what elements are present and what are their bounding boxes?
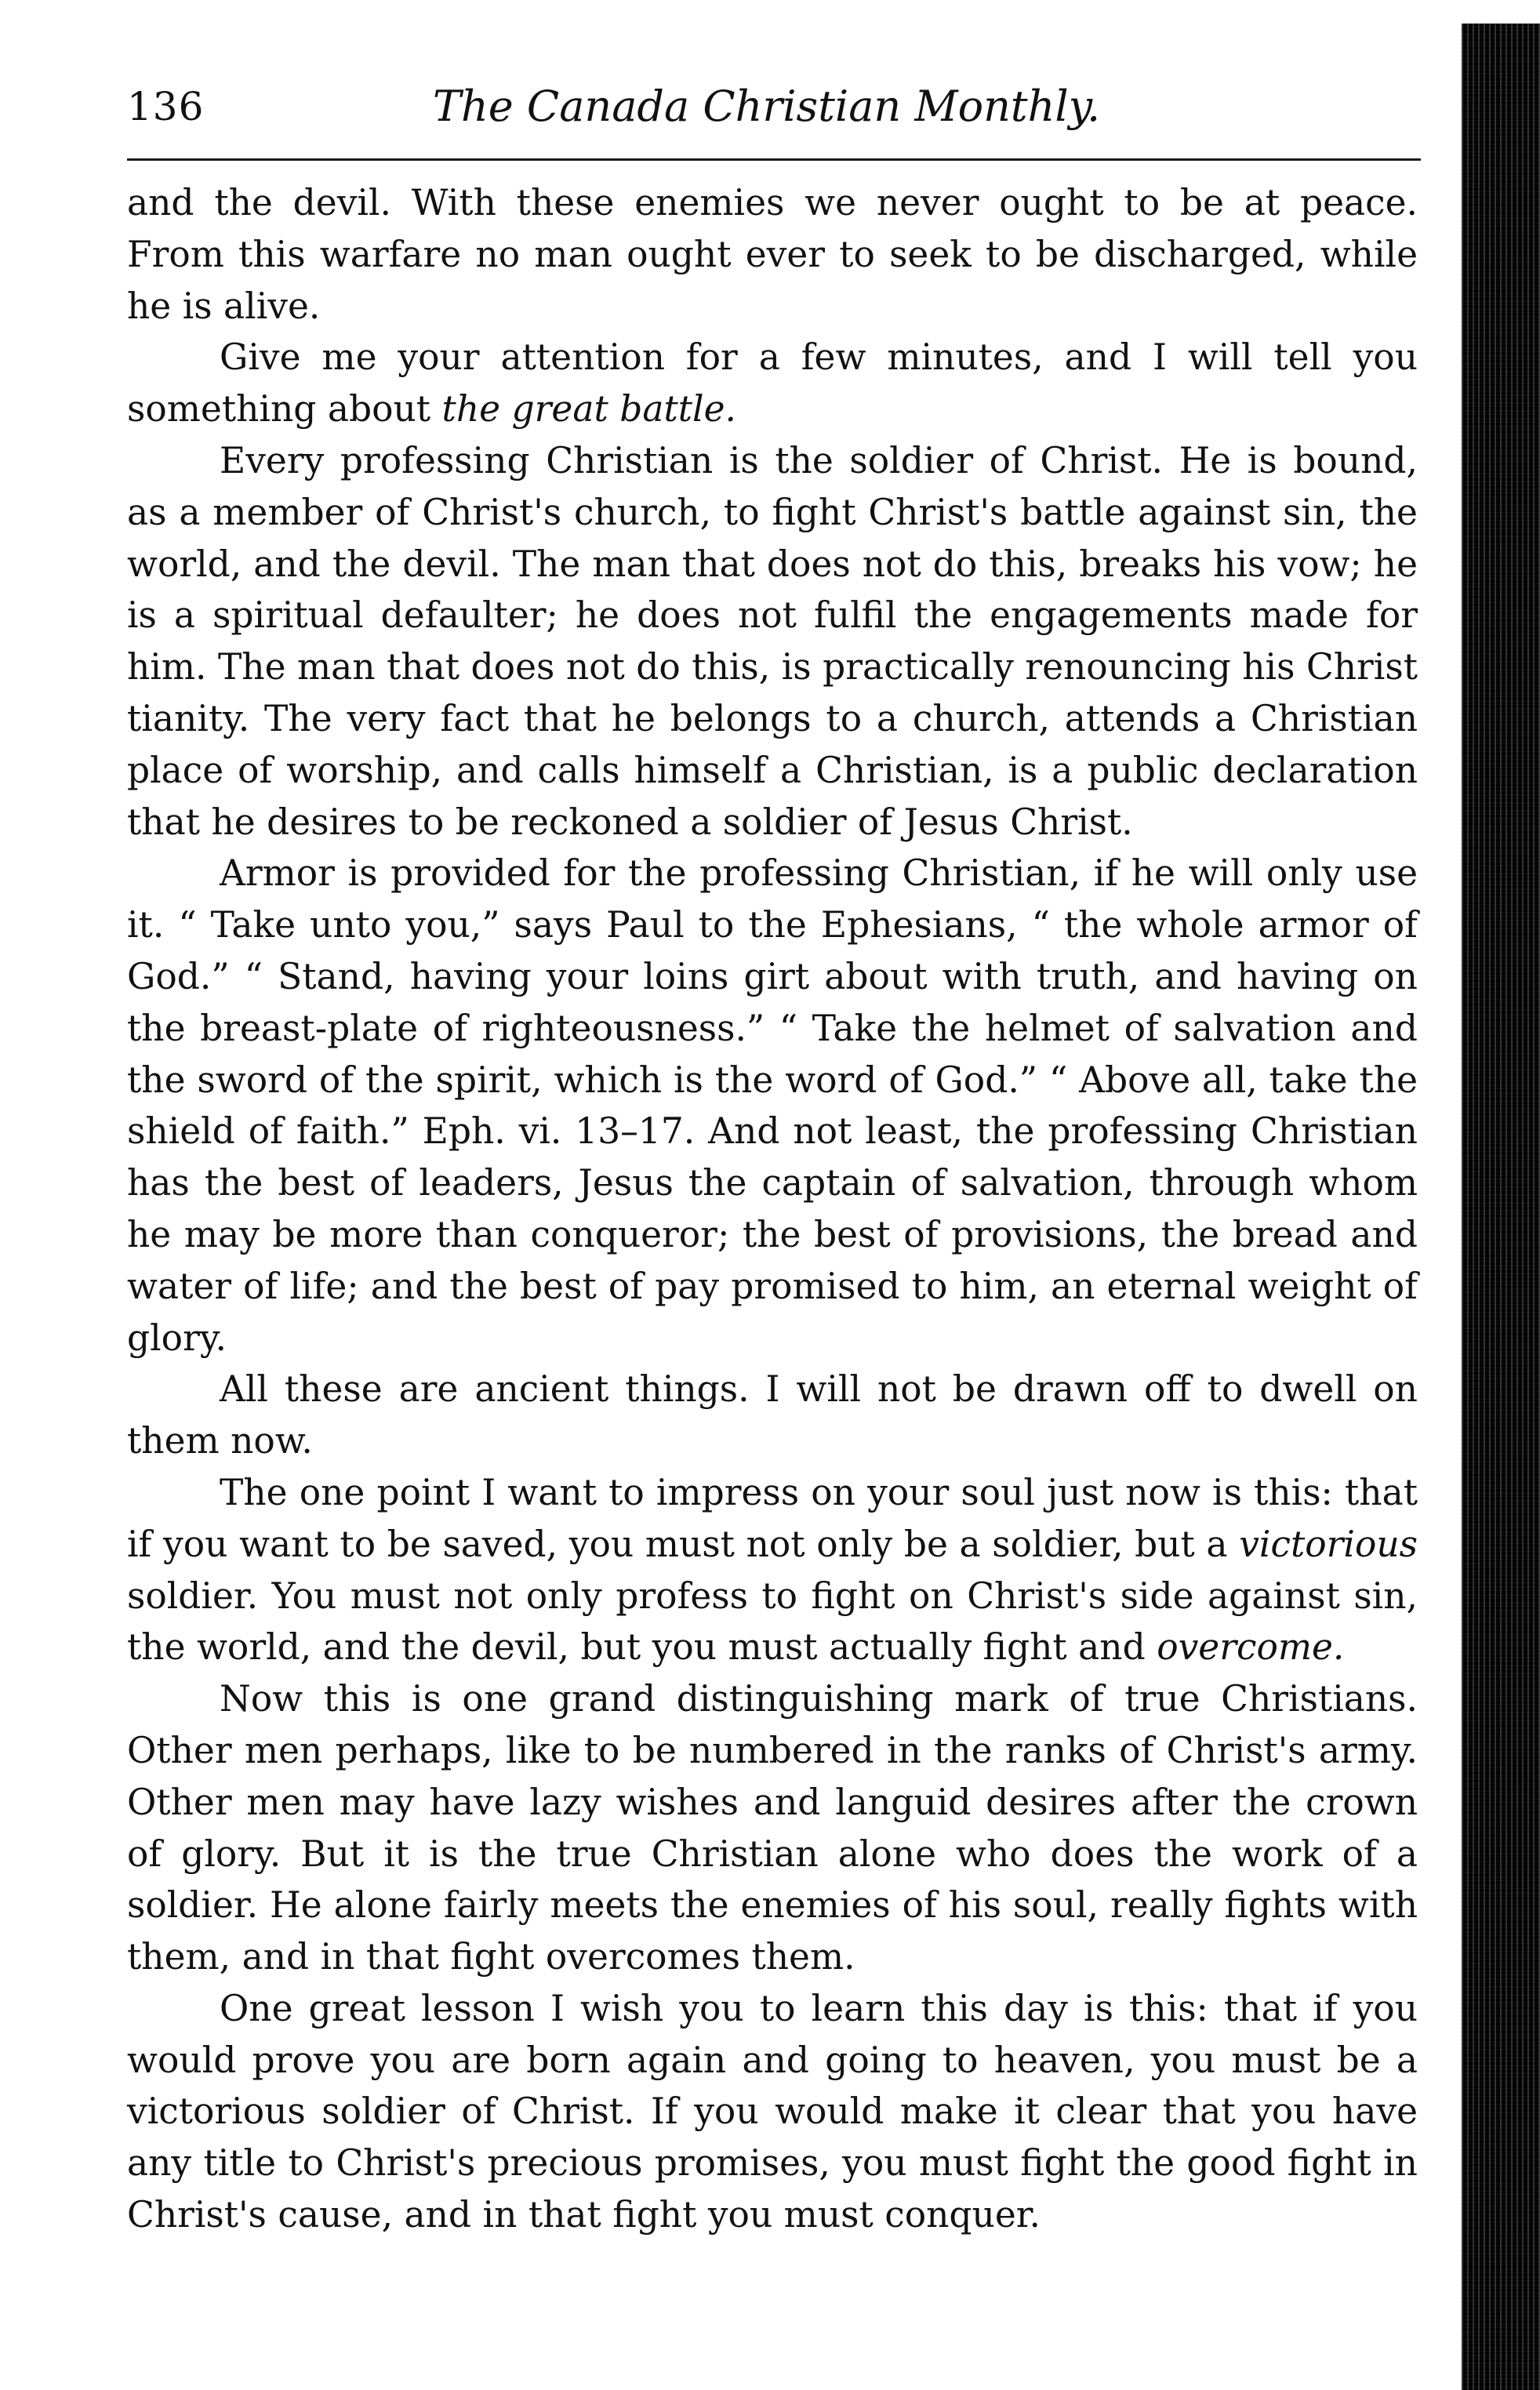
paragraph-5 [127,1364,1418,1467]
italic-word: victorious [1239,1523,1418,1565]
running-head [127,78,1421,149]
paragraph-7 [127,1673,1418,1983]
paragraph-text: and the devil. With these enemies we never ought to be at peace. From this warfare no man ought ever to seek to be discharged, while he is alive. [127,182,1418,327]
italic-phrase: the great battle. [441,388,736,430]
paragraph-text: Armor is provided for the professing Christian, if he will only use it. “ Take unto you,” says Paul to the Ephesians, “ the whole armor of God.” “ Stand, having your loins girt about with truth, and having on the breast-plate of righteousness.” “ Take the helmet of salvation and the sword of the spirit, which is the word of God.” “ Above all, take the shield of faith.” Eph. vi. 13–17. And not least, the professing Christian has the best of leaders, Jesus the captain of salvation, through whom he may be more than conqueror; the best of provisions, the bread and water of life; and the best of pay promised to him, an eternal weight of glory. [127,852,1418,1359]
paragraph-text: soldier. You must not only profess to fight on Christ's side against sin, the world, and the devil, but you must actually fight and [127,1575,1418,1669]
paragraph-text: Give me your attention for a few minutes, and I will tell you something about [127,336,1418,430]
paragraph-text: One great lesson I wish you to learn this day is this: that if you would prove you are born again and going to heaven, you must be a victorious soldier of Christ. If you would make it clear that you have any title to Christ's precious promises, you must fight the good fight in Christ's cause, and in that fight you must conquer. [127,1987,1418,2236]
paragraph-text: Now this is one grand distinguishing mark of true Christians. Other men perhaps, like to be numbered in the ranks of Christ's army. Other men may have lazy wishes and languid desires after the crown of glory. But it is the true Christian alone who does the work of a soldier. He alone fairly meets the enemies of his soul, really fights with them, and in that fight overcomes them. [127,1678,1418,1978]
article-body [127,177,1418,2241]
paragraph-6 [127,1467,1418,1673]
paragraph-4 [127,848,1418,1364]
paragraph-text: The one point I want to impress on your soul just now is this: that if you want to be saved, you must not only be a soldier, but a [127,1471,1418,1565]
page-number: 136 [127,84,205,129]
paragraph-8 [127,1983,1418,2241]
header-rule [127,158,1421,161]
journal-title: The Canada Christian Monthly. [433,82,1101,131]
paragraph-text: All these are ancient things. I will not be drawn off to dwell on them now. [127,1368,1418,1462]
italic-word: overcome. [1157,1626,1345,1669]
paragraph-text: Every professing Christian is the soldier of Christ. He is bound, as a member of Christ's church, to fight Christ's battle against sin, the world, and the devil. The man that does not do this, breaks his vow; he is a spiritual defaulter; he does not fulfil the engagements made for him. The man that does not do this, is practically renouncing his Christ tianity. The very fact that he belongs to a church, attends a Christian place of worship, and calls himself a Christian, is a public declaration that he desires to be reckoned a soldier of Jesus Christ. [127,439,1418,843]
paragraph-3 [127,435,1418,848]
paragraph-1 [127,177,1418,332]
scanned-page-edge [1462,24,1540,2390]
paragraph-2 [127,332,1418,435]
